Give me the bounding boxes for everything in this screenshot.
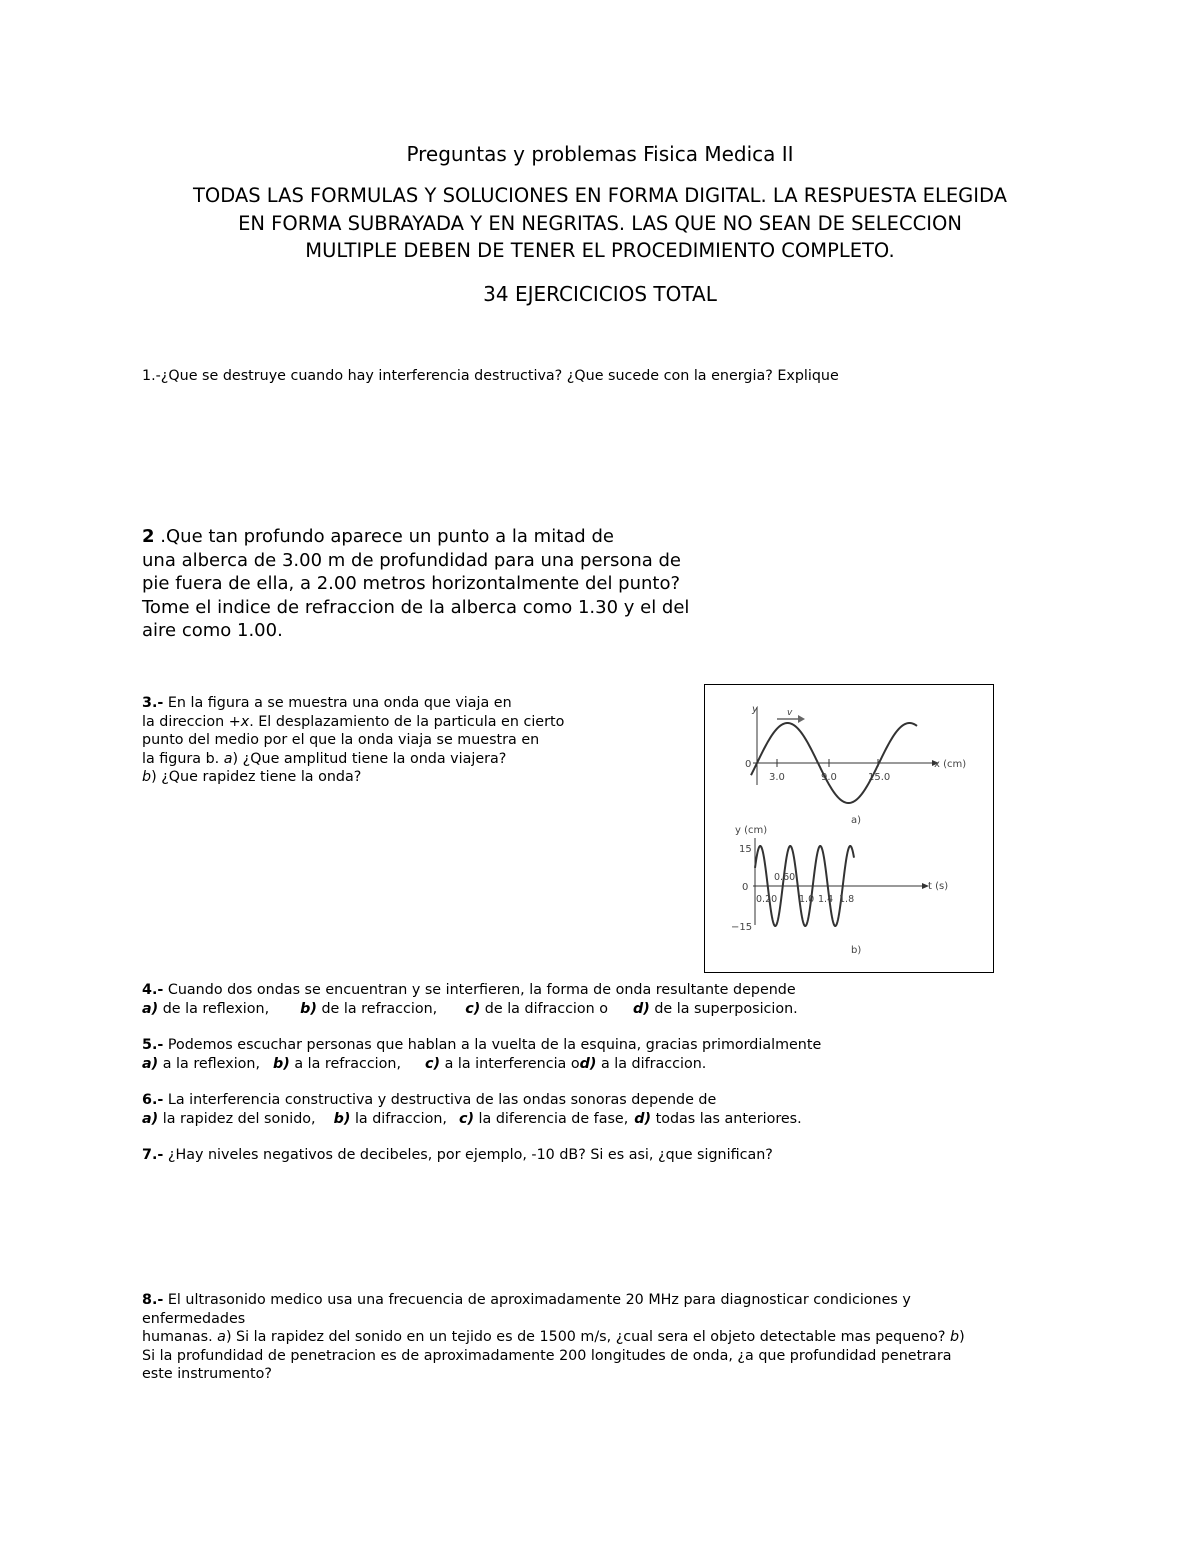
page-title: Preguntas y problemas Fisica Medica II [406, 142, 794, 166]
wave-figure [704, 684, 994, 973]
figure-a-caption: a) [851, 815, 862, 826]
option-text: la rapidez del sonido, [162, 1110, 316, 1127]
figure-a-y-label: y [752, 704, 758, 715]
question-8-line: humanas. [142, 1329, 218, 1345]
sub-part-letter: b [950, 1329, 960, 1345]
option-letter: a) [142, 1110, 159, 1127]
question-2-line: Tome el indice de refraccion de la alberca como 1.30 y el del [142, 596, 690, 618]
question-number: 3.- [142, 695, 164, 711]
question-stem: La interferencia constructiva y destructiva de las ondas sonoras depende de [167, 1092, 717, 1108]
question-number: 8.- [142, 1292, 164, 1308]
question-5 [142, 1036, 821, 1073]
option-text: a la reflexion, [162, 1055, 261, 1072]
option-text: a la difraccion. [600, 1055, 707, 1072]
question-4 [142, 981, 798, 1018]
figure-b-origin: 0 [742, 882, 749, 893]
question-2-line: una alberca de 3.00 m de profundidad para una persona de [142, 549, 682, 571]
figure-b-x-label: t (s) [928, 881, 949, 892]
question-8-line: ) Si la rapidez del sonido en un tejido es de 1500 m/s, ¿cual sera el objeto detectable mas pequeno? [225, 1329, 951, 1345]
figure-b-tick-label: 0.60 [774, 872, 796, 883]
instructions-line: EN FORMA SUBRAYADA Y EN NEGRITAS. LAS QUE NO SEAN DE SELECCION [238, 211, 962, 235]
option-text: la diferencia de fase, [478, 1110, 629, 1127]
figure-b-y-label: y (cm) [735, 825, 768, 836]
figure-a-tick-label: 9.0 [821, 772, 837, 783]
figure-a-velocity-label: v [787, 708, 793, 718]
instructions-line: TODAS LAS FORMULAS Y SOLUCIONES EN FORMA DIGITAL. LA RESPUESTA ELEGIDA [192, 184, 1008, 207]
option-text: de la difraccion o [484, 1000, 609, 1017]
question-8-line: este instrumento? [142, 1366, 272, 1382]
figure-a-tick-label: 15.0 [868, 772, 891, 783]
question-stem: Podemos escuchar personas que hablan a la vuelta de la esquina, gracias primordialmente [167, 1037, 822, 1053]
question-3-line: En la figura a se muestra una onda que viaja en [167, 695, 512, 711]
question-stem: Cuando dos ondas se encuentran y se interfieren, la forma de onda resultante depende [167, 982, 796, 998]
figure-b-top-label: 15 [739, 844, 752, 855]
figure-b-tick-label: 1.0 [799, 894, 815, 905]
figure-a-x-label: x (cm) [934, 759, 967, 770]
sub-part-letter: a [223, 750, 233, 767]
option-letter: b) [333, 1110, 351, 1127]
figure-b-tick-label: 0.20 [756, 894, 778, 905]
question-number: 6.- [142, 1092, 164, 1108]
option-letter: b) [300, 1000, 317, 1017]
figure-b-bottom-label: −15 [731, 922, 753, 933]
instructions-line: MULTIPLE DEBEN DE TENER EL PROCEDIMIENTO COMPLETO. [305, 239, 895, 262]
option-letter: a) [142, 1055, 159, 1072]
question-8-line: Si la profundidad de penetracion es de aproximadamente 200 longitudes de onda, ¿a que profundidad penetrara [142, 1347, 952, 1364]
wave-figure-svg [705, 685, 993, 972]
figure-b-caption: b) [851, 945, 862, 956]
question-8-line: El ultrasonido medico usa una frecuencia de aproximadamente 20 MHz para diagnosticar condiciones y [167, 1292, 911, 1308]
question-number: 5.- [142, 1037, 164, 1053]
question-3-line: punto del medio por el que la onda viaja se muestra en [142, 732, 540, 748]
figure-a-tick-label: 3.0 [769, 772, 785, 783]
question-3-line: ) ¿Que amplitud tiene la onda viajera? [232, 750, 507, 767]
question-8-line: ) [959, 1329, 965, 1345]
question-3-line: la direccion + [142, 713, 241, 730]
figure-b-tick-label: 1.4 [818, 894, 834, 905]
figure-a-origin: 0 [745, 759, 752, 770]
question-2-line: aire como 1.00. [142, 620, 283, 641]
question-1: 1.-¿Que se destruye cuando hay interferencia destructiva? ¿Que sucede con la energia? Explique [142, 368, 839, 384]
option-letter: d) [579, 1055, 597, 1072]
question-number: 7.- [142, 1147, 164, 1163]
option-letter: c) [425, 1055, 441, 1072]
question-8 [142, 1291, 965, 1384]
question-2 [142, 525, 689, 643]
question-2-line: .Que tan profundo aparece un punto a la mitad de [160, 526, 614, 547]
option-letter: a) [142, 1000, 159, 1017]
option-text: de la superposicion. [654, 1000, 798, 1017]
question-text: ¿Hay niveles negativos de decibeles, por ejemplo, -10 dB? Si es asi, ¿que significan? [167, 1147, 773, 1163]
question-number: 2 [142, 526, 155, 547]
figure-b-tick-label: 1.8 [839, 894, 855, 905]
option-text: de la refraccion, [321, 1000, 438, 1017]
instructions [0, 182, 1200, 265]
question-3 [142, 694, 564, 787]
figure-a-arrow-head [798, 715, 805, 723]
option-letter: b) [273, 1055, 290, 1072]
option-text: a la interferencia o [444, 1055, 580, 1072]
variable-x: x [240, 713, 250, 730]
option-letter: c) [458, 1110, 474, 1127]
question-6 [142, 1091, 802, 1128]
question-3-line: . El desplazamiento de la particula en cierto [249, 713, 565, 730]
option-text: de la reflexion, [162, 1000, 270, 1017]
sub-part-letter: a [217, 1329, 226, 1345]
option-text: la difraccion, [354, 1110, 447, 1127]
question-number: 4.- [142, 982, 164, 998]
question-2-line: pie fuera de ella, a 2.00 metros horizontalmente del punto? [142, 573, 681, 594]
question-3-line: la figura b. [142, 750, 224, 767]
question-8-line: enfermedades [142, 1310, 246, 1327]
question-3-line: ) ¿Que rapidez tiene la onda? [151, 769, 362, 785]
option-text: a la refraccion, [294, 1055, 402, 1072]
option-text: todas las anteriores. [655, 1110, 802, 1127]
exercise-total: 34 EJERCICICIOS TOTAL [483, 282, 717, 306]
option-letter: c) [465, 1000, 481, 1017]
sub-part-letter: b [142, 769, 152, 785]
option-letter: d) [633, 1000, 650, 1017]
question-7 [142, 1146, 773, 1165]
option-letter: d) [634, 1110, 652, 1127]
